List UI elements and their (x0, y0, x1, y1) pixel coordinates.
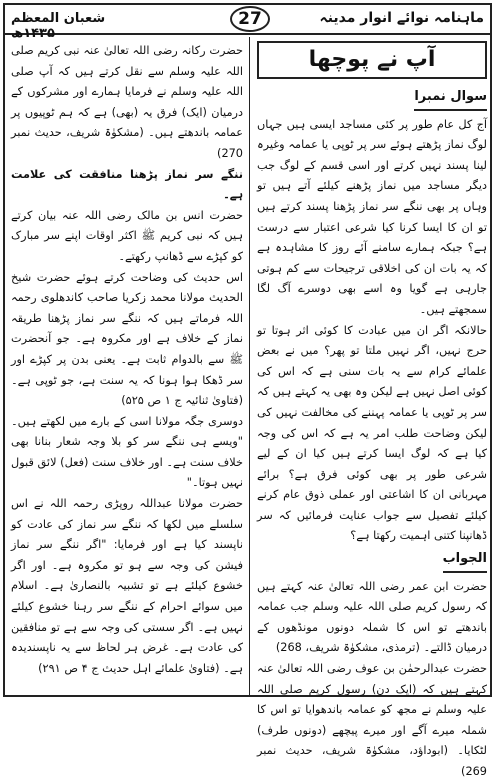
left-column (11, 41, 243, 679)
header-month: شعبان المعظم ۱۴۳۵ھ (11, 11, 106, 41)
body-paragraph: دوسری جگہ مولانا اسی کے بارے میں لکھتے ہیں۔ "ویسے ہی ننگے سر کو بلا وجہ شعار بنانا بھی خلاف سنت ہے۔ اور خلاف سنت (فعل) لائق قبول نہیں ہوتا۔" (11, 414, 243, 490)
body-paragraph: اس حدیث کی وضاحت کرتے ہوئے حضرت شیخ الحدیث مولانا محمد زکریا صاحب کاندھلوی رحمہ اللہ فرماتے ہیں کہ ننگے سر نماز پڑھنا طریقہ نماز کے خلاف ہے اور مکروہ ہے۔ جو آنحضرت ﷺ سے بالدوام ثابت ہے۔ یعنی بدن پر کپڑے اور سر ڈھکا ہوا ہونا کہ یہ سنت ہے، جو ٹوپی ہے۔ (فتاویٰ ثنائیہ ج ۱ ص ۵۲۵) (11, 270, 243, 408)
question-paragraph: حالانکہ اگر ان میں عبادت کا کوئی اثر ہوتا تو حرج نہیں، اگر نہیں ملتا تو پھر؟ میں نے بعض علمائے کرام سے یہ بات سنی ہے کہ اس کی کوئی اصل نہیں ہے لیکن وہ بھی یہ کہتے ہیں کہ سر پر ٹوپی یا عمامہ پہننے کی مخالفت نہیں کی لیکن وضاحت طلب امر یہ ہے کہ اس کی وجہ کیا ہے کہ لوگ ایسا کرتے ہیں کیا ان کے لیے شرعی طور پر بھی کوئی فرق ہے؟ برائے مہربانی ان کا اشاعتی اور عملی ذوق عام کرنے کیلئے تفصیل سے جواب عنایت فرمائیں کہ سر ڈھانپنا کتنی اہمیت رکھتا ہے؟ (257, 323, 487, 543)
right-column (257, 41, 487, 783)
page-number: 27 (230, 6, 270, 32)
body-paragraph: ننگے سر نماز پڑھنا منافقت کی علامت ہے۔ (11, 167, 243, 202)
answer-heading: الجواب (443, 549, 487, 573)
question-heading: سوال نمبرا (414, 87, 487, 111)
magazine-page (3, 3, 492, 778)
question-paragraph: آج کل عام طور پر کئی مساجد ایسی ہیں جہاں لوگ نماز پڑھتے ہوئے سر پر ٹوپی یا عمامہ وغیرہ لینا پسند نہیں کرتے اور اسی قسم کے لوگ جب دیگر مساجد میں نماز پڑھنے کیلئے آتے ہیں تو وہاں پر بھی ننگے سر نماز پڑھنا پسند کرتے ہیں تو ان کا ایسا کرنا کیا شرعی اعتبار سے درست ہے؟ جبکہ ہمارے سامنے آئے روز کا مشاہدہ ہے کہ یہ بات ان کی اخلاقی ترجیحات سے کم ہوتی جارہی ہے گویا وہ اسے بھی دوسرے آگ لگا سمجھتے ہیں۔ (257, 117, 487, 316)
body-paragraph: حضرت مولانا عبداللہ روپڑی رحمہ اللہ نے اس سلسلے میں لکھا کہ ننگے سر نماز کی عادت کو ناپسند کیا ہے اور فرمایا: "اگر ننگے سر نماز فیشن کی وجہ سے ہو تو مکروہ ہے۔ اور اگر خشوع کیلئے ہے تو تشبیہ بالنصاریٰ ہے۔ اسلام میں سوائے احرام کے ننگے سر رہنا خشوع کیلئے نہیں ہے۔ اگر سستی کی وجہ سے ہے تو منافقین کی عادت ہے۔ غرض ہر لحاظ سے یہ ناپسندیدہ ہے۔ (فتاویٰ علمائے اہل حدیث ج ۴ ص ۲۹۱) (11, 497, 243, 675)
answer-paragraph: حضرت ابن عمر رضی اللہ تعالیٰ عنہ کہتے ہیں کہ رسول کریم صلی اللہ علیہ وسلم جب عمامہ باندھتے تو اس کا شملہ دونوں مونڈھوں کے درمیان ڈالتے۔ (ترمذی، مشکوٰۃ شریف، 268) (257, 579, 487, 655)
article-title: آپ نے پوچھا (257, 41, 487, 79)
body-paragraph: حضرت انس بن مالک رضی اللہ عنہ بیان کرتے ہیں کہ نبی کریم ﷺ اکثر اوقات اپنے سر مبارک کو کپڑے سے ڈھانپ رکھتے۔ (11, 208, 243, 263)
body-paragraph: حضرت رکانہ رضی اللہ تعالیٰ عنہ نبی کریم صلی اللہ علیہ وسلم سے نقل کرتے ہیں کہ آپ صلی اللہ علیہ وسلم نے فرمایا ہمارے اور مشرکوں کے درمیان (ایک) فرق یہ (بھی) ہے کہ ہم ٹوپیوں پر عمامہ باندھتے ہیں۔ (مشکوٰۃ شریف، حدیث نمبر 270) (11, 44, 243, 160)
column-divider (249, 37, 250, 697)
page-header (5, 5, 490, 41)
answer-paragraph: حضرت عبدالرحمٰن بن عوف رضی اللہ تعالیٰ عنہ کہتے ہیں کہ (ایک دن) رسول کریم صلی اللہ علیہ وسلم نے مجھ کو عمامہ باندھوایا تو اس کا شملہ میرے آگے اور میرے پیچھے (دونوں طرف) لٹکایا۔ (ابوداؤد، مشکوٰۃ شریف، حدیث نمبر 269) (257, 662, 487, 778)
header-magazine-title: ماہنامہ نوائے انوار مدینہ (319, 10, 484, 26)
